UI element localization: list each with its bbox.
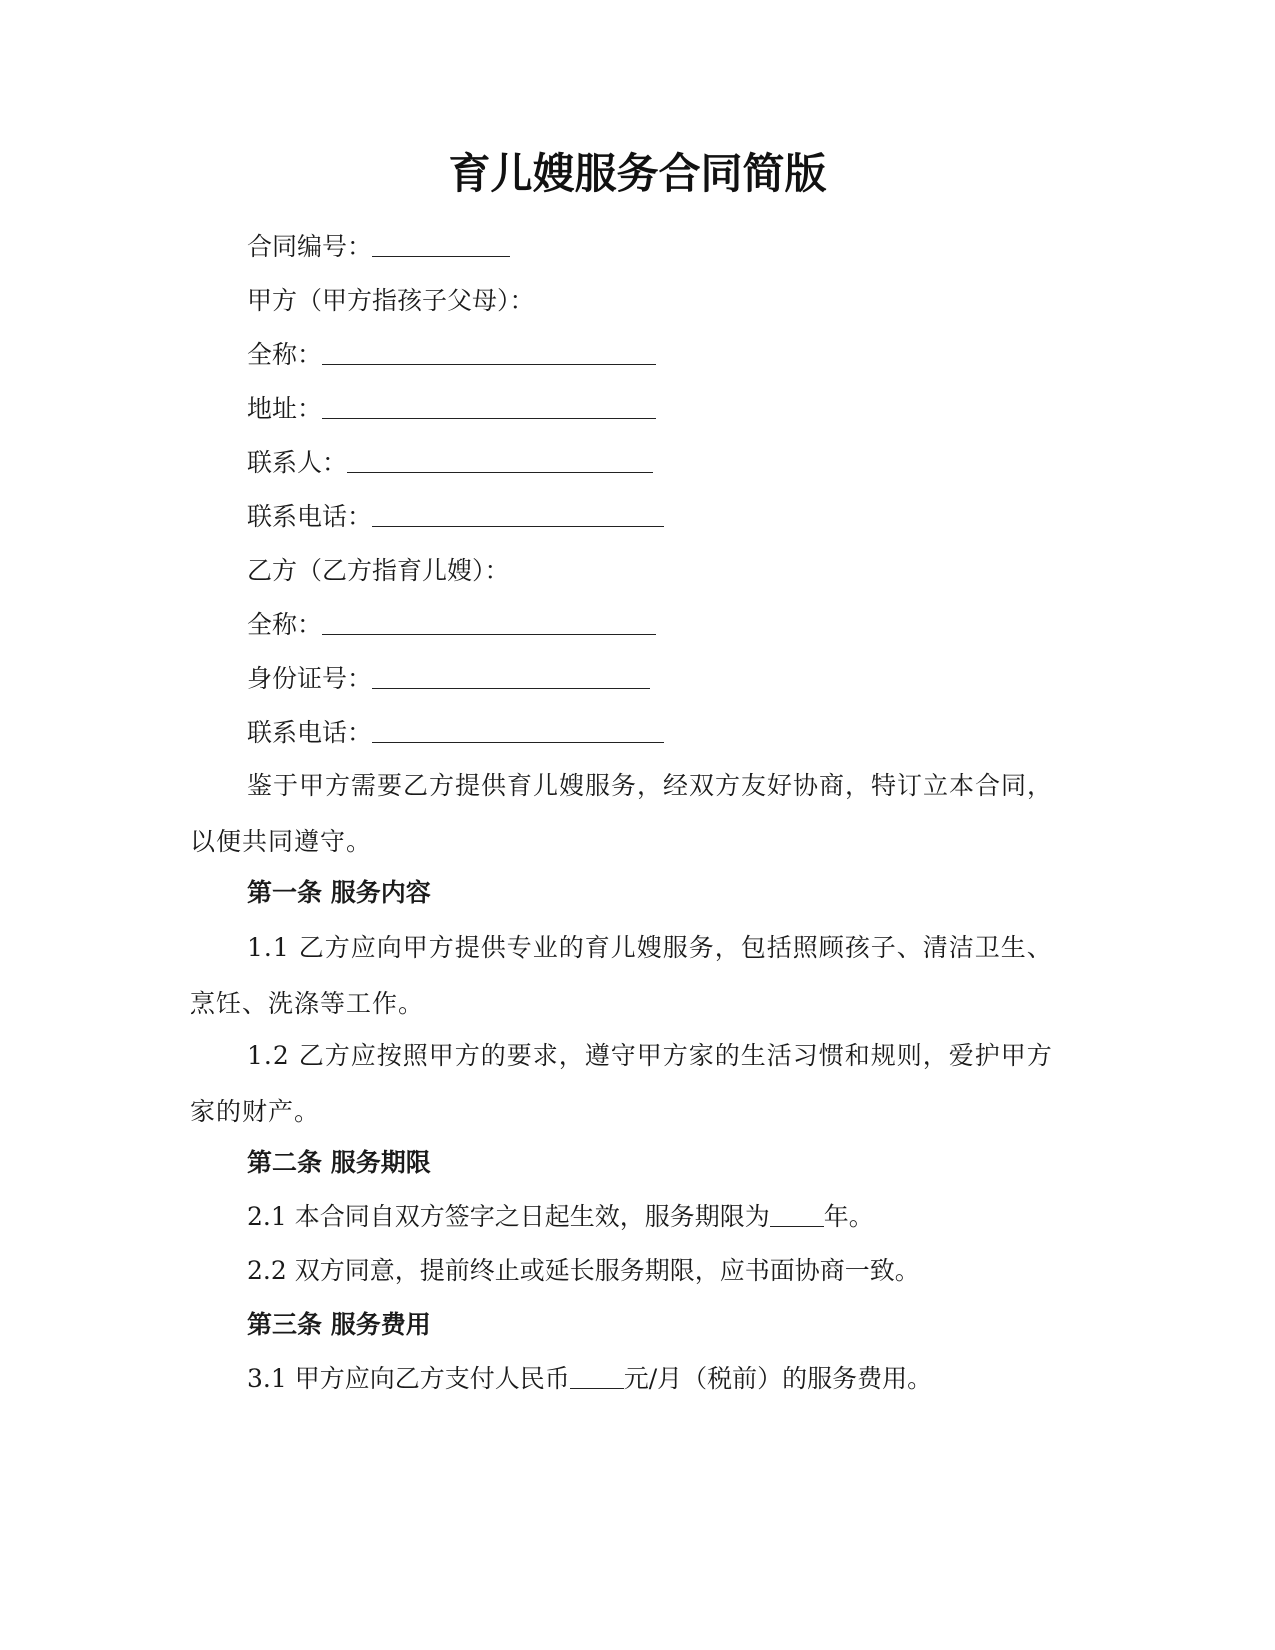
clause-3-1-suffix: 元/月（税前）的服务费用。 (623, 1364, 933, 1393)
clause-1-1: 1.1 乙方应向甲方提供专业的育儿嫂服务，包括照顾孩子、清洁卫生、烹饪、洗涤等工作。 (190, 933, 1053, 1018)
clause-2-1-text: 2.1 本合同自双方签字之日起生效，服务期限为 (247, 1202, 770, 1231)
party-a-phone-line (247, 500, 664, 534)
clause-1-2: 1.2 乙方应按照甲方的要求，遵守甲方家的生活习惯和规则，爱护甲方家的财产。 (190, 1041, 1053, 1126)
clause-2-2: 2.2 双方同意，提前终止或延长服务期限，应书面协商一致。 (247, 1256, 920, 1285)
clause-3-1 (247, 1362, 932, 1396)
party-a-address-blank (322, 396, 656, 419)
party-b-name-label: 全称： (247, 610, 323, 639)
party-b-phone-blank (372, 720, 664, 743)
clause-2-1-suffix: 年。 (823, 1202, 874, 1231)
article-2-heading: 第二条 服务期限 (247, 1148, 431, 1177)
party-b-name-line (247, 608, 656, 642)
clause-3-1-text: 3.1 甲方应向乙方支付人民币 (247, 1364, 570, 1393)
party-a-phone-blank (372, 504, 664, 527)
party-a-name-label: 全称： (247, 340, 323, 369)
contract-number-blank (372, 234, 510, 257)
party-b-heading: 乙方（乙方指育儿嫂）： (247, 556, 510, 585)
monthly-fee-blank (570, 1366, 624, 1389)
party-b-id-label: 身份证号： (247, 664, 373, 693)
party-b-id-blank (372, 666, 650, 689)
party-a-address-label: 地址： (247, 394, 323, 423)
party-b-phone-label: 联系电话： (247, 718, 373, 747)
contract-number-line (247, 230, 510, 264)
clause-2-1 (247, 1200, 874, 1234)
party-a-name-blank (322, 342, 656, 365)
party-a-contact-line (247, 446, 653, 480)
party-b-phone-line (247, 716, 664, 750)
article-1-heading: 第一条 服务内容 (247, 878, 431, 907)
article-3-heading: 第三条 服务费用 (247, 1310, 431, 1339)
party-a-contact-blank (347, 450, 653, 473)
party-b-name-blank (322, 612, 656, 635)
document-title: 育儿嫂服务合同简版 (448, 149, 827, 198)
party-a-name-line (247, 338, 656, 372)
party-a-address-line (247, 392, 656, 426)
party-a-phone-label: 联系电话： (247, 502, 373, 531)
term-years-blank (770, 1204, 824, 1227)
party-a-heading: 甲方（甲方指孩子父母）： (247, 286, 535, 315)
contract-number-label: 合同编号： (247, 232, 373, 261)
party-a-contact-label: 联系人： (247, 448, 348, 477)
preamble-paragraph: 鉴于甲方需要乙方提供育儿嫂服务，经双方友好协商，特订立本合同，以便共同遵守。 (190, 771, 1054, 856)
party-b-id-line (247, 662, 650, 696)
